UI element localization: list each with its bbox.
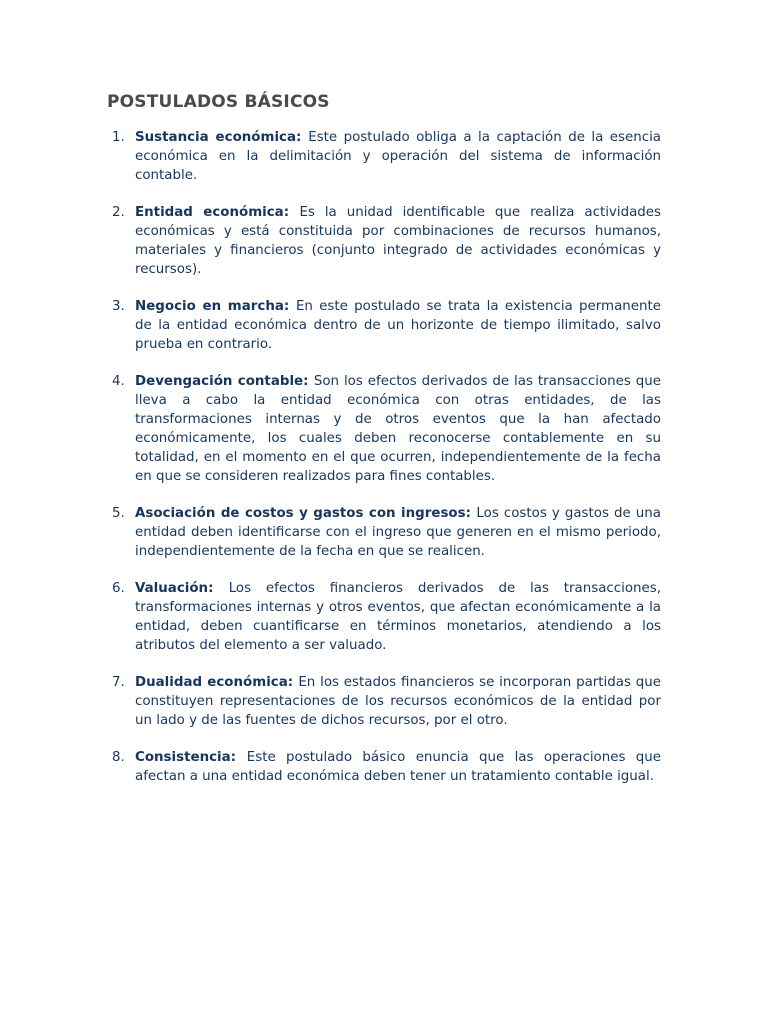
list-item	[107, 297, 661, 354]
item-term: Valuación:	[135, 581, 229, 596]
list-item	[107, 128, 661, 185]
item-text: Este postulado obliga a la captación de la esencia económica en la delimitación y operación del sistema de información contable.	[135, 130, 661, 183]
item-text: Los costos y gastos de una entidad deben identificarse con el ingreso que generen en el mismo periodo, independientemente de la fecha en que se realicen.	[135, 506, 661, 559]
item-text: Es la unidad identificable que realiza actividades económicas y está constituida por combinaciones de recursos humanos, materiales y financieros (conjunto integrado de actividades económicas y recursos).	[135, 205, 661, 277]
list-item	[107, 203, 661, 279]
item-term: Dualidad económica:	[135, 675, 299, 690]
item-term: Entidad económica:	[135, 205, 300, 220]
item-term: Sustancia económica:	[135, 130, 309, 145]
list-item	[107, 673, 661, 730]
item-term: Consistencia:	[135, 750, 247, 765]
page-title: POSTULADOS BÁSICOS	[107, 92, 330, 112]
item-number: 4.	[112, 374, 125, 389]
item-number: 7.	[112, 675, 125, 690]
document-page	[107, 90, 661, 804]
item-number: 1.	[112, 130, 125, 145]
item-term: Negocio en marcha:	[135, 299, 296, 314]
item-text: Son los efectos derivados de las transacciones que lleva a cabo la entidad económica con otras entidades, de las transformaciones internas y de otros eventos que la han afectado económicamente, los cuales deben reconocerse contablemente en su totalidad, en el momento en el que ocurren, independientemente de la fecha en que se consideren realizados para fines contables.	[135, 374, 662, 484]
item-number: 8.	[112, 750, 125, 765]
item-term: Asociación de costos y gastos con ingresos:	[135, 506, 477, 521]
list-item	[107, 504, 661, 561]
item-number: 6.	[112, 581, 125, 596]
item-number: 2.	[112, 205, 125, 220]
item-text: Este postulado básico enuncia que las operaciones que afectan a una entidad económica deben tener un tratamiento contable igual.	[135, 750, 662, 784]
list-item	[107, 748, 661, 786]
item-text: En los estados financieros se incorporan partidas que constituyen representaciones de los recursos económicos de la entidad por un lado y de las fuentes de dichos recursos, por el otro.	[135, 675, 662, 728]
postulates-list	[107, 128, 661, 786]
item-text: Los efectos financieros derivados de las transacciones, transformaciones internas y otros eventos, que afectan económicamente a la entidad, deben cuantificarse en términos monetarios, atendiendo a los atributos del elemento a ser valuado.	[135, 581, 661, 653]
item-number: 5.	[112, 506, 125, 521]
item-term: Devengación contable:	[135, 374, 314, 389]
item-text: En este postulado se trata la existencia permanente de la entidad económica dentro de un horizonte de tiempo ilimitado, salvo prueba en contrario.	[135, 299, 661, 352]
list-item	[107, 372, 661, 486]
item-number: 3.	[112, 299, 125, 314]
list-item	[107, 579, 661, 655]
